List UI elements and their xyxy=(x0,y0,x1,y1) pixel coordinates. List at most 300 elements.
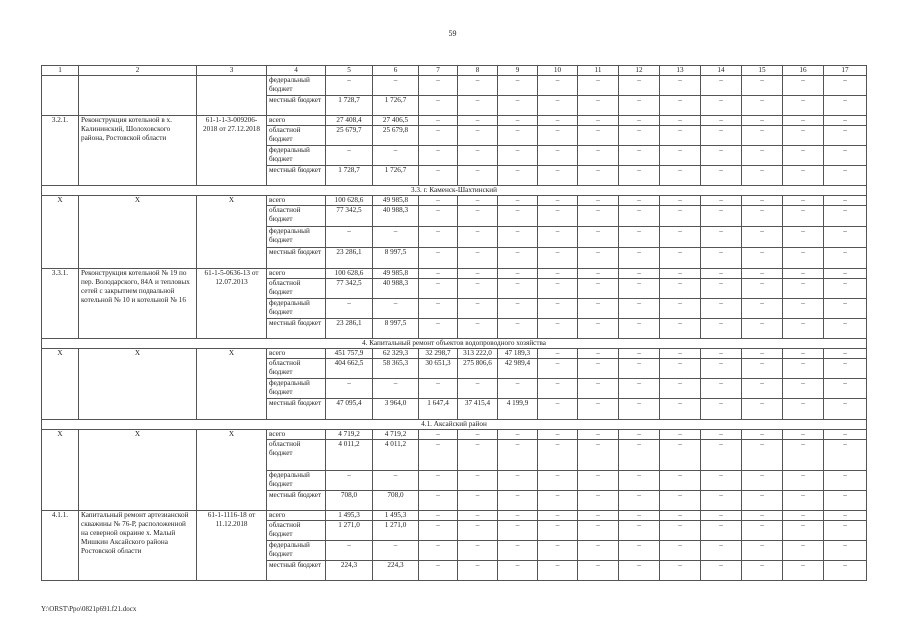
header-col: 1 xyxy=(42,66,79,76)
value-cell: 25 679,8 xyxy=(373,126,419,146)
fund-source: федеральный бюджет xyxy=(267,227,326,248)
dash-cell: – xyxy=(498,299,538,319)
value-cell: 1 726,7 xyxy=(373,166,419,186)
dash-cell: – xyxy=(660,521,701,541)
dash-cell: – xyxy=(824,206,867,227)
dash-cell: – xyxy=(538,146,578,166)
dash-cell: – xyxy=(619,471,660,491)
dash-cell: – xyxy=(660,430,701,440)
dash-cell: – xyxy=(498,491,538,511)
dash-cell: – xyxy=(783,299,824,319)
dash-cell: – xyxy=(660,399,701,420)
dash-cell: – xyxy=(419,319,458,339)
dash-cell: – xyxy=(419,299,458,319)
dash-cell: – xyxy=(783,319,824,339)
dash-cell: – xyxy=(783,227,824,248)
value-cell: 32 298,7 xyxy=(419,349,458,359)
page-number: 59 xyxy=(448,29,457,38)
dash-cell: – xyxy=(824,166,867,186)
dash-cell: – xyxy=(373,227,419,248)
table-row xyxy=(42,269,867,279)
dash-cell: – xyxy=(660,269,701,279)
fund-source: областной бюджет xyxy=(267,521,326,541)
dash-cell: – xyxy=(373,471,419,491)
fund-source: всего xyxy=(267,349,326,359)
dash-cell: – xyxy=(701,440,742,471)
header-col: 4 xyxy=(267,66,326,76)
dash-cell: – xyxy=(701,227,742,248)
dash-cell: – xyxy=(660,96,701,116)
fund-source: областной бюджет xyxy=(267,279,326,299)
dash-cell: – xyxy=(538,96,578,116)
dash-cell: – xyxy=(538,166,578,186)
header-col: 12 xyxy=(619,66,660,76)
dash-cell: – xyxy=(824,430,867,440)
header-col: 7 xyxy=(419,66,458,76)
dash-cell: – xyxy=(701,116,742,126)
value-cell: 224,3 xyxy=(373,561,419,581)
item-code: 61-1-1116-18 от 11.12.2018 xyxy=(197,511,267,581)
dash-cell: – xyxy=(538,126,578,146)
dash-cell: – xyxy=(498,521,538,541)
dash-cell: – xyxy=(742,96,783,116)
dash-cell: – xyxy=(419,279,458,299)
dash-cell: – xyxy=(578,206,619,227)
dash-cell: – xyxy=(373,76,419,96)
dash-cell: – xyxy=(701,379,742,399)
section-row xyxy=(42,420,867,430)
value-cell: 47 095,4 xyxy=(326,399,373,420)
item-index: 3.2.1. xyxy=(42,116,79,186)
dash-cell: – xyxy=(783,440,824,471)
dash-cell: – xyxy=(783,279,824,299)
dash-cell: – xyxy=(742,196,783,206)
dash-cell: – xyxy=(619,349,660,359)
dash-cell: – xyxy=(742,349,783,359)
table-row xyxy=(42,511,867,521)
dash-cell: – xyxy=(458,206,498,227)
fund-source: местный бюджет xyxy=(267,491,326,511)
dash-cell: – xyxy=(498,561,538,581)
item-code: 61-1-1-3-009206-2018 от 27.12.2018 xyxy=(197,116,267,186)
dash-cell: – xyxy=(824,491,867,511)
value-cell: 1 647,4 xyxy=(419,399,458,420)
item-name: Реконструкция котельной № 19 по пер. Володарского, 84А и тепловых сетей с закрытием подвальной котельной № 10 и котельной № 16 xyxy=(79,269,197,339)
value-cell: 27 406,5 xyxy=(373,116,419,126)
dash-cell: – xyxy=(701,279,742,299)
dash-cell: – xyxy=(458,166,498,186)
dash-cell: – xyxy=(498,471,538,491)
dash-cell: – xyxy=(619,248,660,269)
table-row xyxy=(42,196,867,206)
dash-cell: – xyxy=(578,96,619,116)
file-path: Y:\ORST\Ppo\0821p691.f21.docx xyxy=(41,605,137,613)
dash-cell: – xyxy=(742,440,783,471)
dash-cell: – xyxy=(660,248,701,269)
dash-cell: – xyxy=(458,511,498,521)
fund-source: областной бюджет xyxy=(267,359,326,379)
dash-cell: – xyxy=(538,349,578,359)
dash-cell: – xyxy=(578,227,619,248)
dash-cell: – xyxy=(538,521,578,541)
dash-cell: – xyxy=(742,319,783,339)
dash-cell: – xyxy=(701,146,742,166)
budget-table xyxy=(41,65,867,581)
dash-cell: – xyxy=(326,471,373,491)
dash-cell: – xyxy=(578,440,619,471)
dash-cell: – xyxy=(783,206,824,227)
dash-cell: – xyxy=(326,541,373,561)
dash-cell: – xyxy=(619,541,660,561)
dash-cell: – xyxy=(326,299,373,319)
item-index: 3.3.1. xyxy=(42,269,79,339)
dash-cell: – xyxy=(419,541,458,561)
dash-cell: – xyxy=(824,379,867,399)
dash-cell: – xyxy=(783,379,824,399)
dash-cell: – xyxy=(419,521,458,541)
section-row xyxy=(42,339,867,349)
dash-cell: – xyxy=(660,319,701,339)
dash-cell: – xyxy=(824,196,867,206)
dash-cell: – xyxy=(458,471,498,491)
dash-cell: – xyxy=(660,116,701,126)
dash-cell: – xyxy=(458,430,498,440)
dash-cell: – xyxy=(742,279,783,299)
dash-cell: – xyxy=(373,541,419,561)
dash-cell: – xyxy=(660,511,701,521)
dash-cell: – xyxy=(824,541,867,561)
value-cell: 100 628,6 xyxy=(326,269,373,279)
fund-source: местный бюджет xyxy=(267,96,326,116)
dash-cell: – xyxy=(742,206,783,227)
dash-cell: – xyxy=(498,206,538,227)
dash-cell: – xyxy=(419,206,458,227)
x-mark: Х xyxy=(197,196,267,269)
dash-cell: – xyxy=(660,440,701,471)
x-mark: Х xyxy=(42,196,79,269)
dash-cell: – xyxy=(578,299,619,319)
dash-cell: – xyxy=(783,146,824,166)
item-name: Реконструкция котельной в х. Калининский, Шолоховского района, Ростовской области xyxy=(79,116,197,186)
x-mark: Х xyxy=(197,349,267,420)
dash-cell: – xyxy=(742,491,783,511)
dash-cell: – xyxy=(619,227,660,248)
value-cell: 4 199,9 xyxy=(498,399,538,420)
dash-cell: – xyxy=(742,379,783,399)
dash-cell: – xyxy=(660,561,701,581)
dash-cell: – xyxy=(742,248,783,269)
header-row xyxy=(42,66,867,76)
value-cell: 23 286,1 xyxy=(326,319,373,339)
dash-cell: – xyxy=(701,319,742,339)
value-cell: 4 719,2 xyxy=(326,430,373,440)
dash-cell: – xyxy=(660,166,701,186)
dash-cell: – xyxy=(783,349,824,359)
dash-cell: – xyxy=(538,430,578,440)
value-cell: 1 728,7 xyxy=(326,166,373,186)
dash-cell: – xyxy=(783,399,824,420)
dash-cell: – xyxy=(660,206,701,227)
dash-cell: – xyxy=(619,511,660,521)
value-cell: 77 342,5 xyxy=(326,206,373,227)
value-cell: 58 365,3 xyxy=(373,359,419,379)
dash-cell: – xyxy=(538,491,578,511)
dash-cell: – xyxy=(498,227,538,248)
dash-cell: – xyxy=(783,430,824,440)
value-cell: 100 628,6 xyxy=(326,196,373,206)
dash-cell: – xyxy=(783,561,824,581)
dash-cell: – xyxy=(783,491,824,511)
dash-cell: – xyxy=(742,561,783,581)
dash-cell: – xyxy=(458,379,498,399)
dash-cell: – xyxy=(701,96,742,116)
dash-cell: – xyxy=(498,269,538,279)
dash-cell: – xyxy=(578,491,619,511)
fund-source: всего xyxy=(267,116,326,126)
dash-cell: – xyxy=(824,269,867,279)
dash-cell: – xyxy=(458,279,498,299)
dash-cell: – xyxy=(419,561,458,581)
dash-cell: – xyxy=(742,399,783,420)
fund-source: местный бюджет xyxy=(267,166,326,186)
dash-cell: – xyxy=(701,430,742,440)
dash-cell: – xyxy=(498,541,538,561)
dash-cell: – xyxy=(619,166,660,186)
dash-cell: – xyxy=(742,299,783,319)
dash-cell: – xyxy=(701,299,742,319)
value-cell: 49 985,8 xyxy=(373,196,419,206)
dash-cell: – xyxy=(742,541,783,561)
dash-cell: – xyxy=(498,430,538,440)
value-cell: 451 757,9 xyxy=(326,349,373,359)
dash-cell: – xyxy=(824,299,867,319)
dash-cell: – xyxy=(619,126,660,146)
dash-cell: – xyxy=(578,430,619,440)
value-cell: 224,3 xyxy=(326,561,373,581)
dash-cell: – xyxy=(458,196,498,206)
dash-cell: – xyxy=(619,76,660,96)
dash-cell: – xyxy=(783,166,824,186)
dash-cell: – xyxy=(783,116,824,126)
dash-cell: – xyxy=(538,511,578,521)
header-col: 10 xyxy=(538,66,578,76)
value-cell: 404 662,5 xyxy=(326,359,373,379)
value-cell: 313 222,0 xyxy=(458,349,498,359)
dash-cell: – xyxy=(783,248,824,269)
dash-cell: – xyxy=(660,471,701,491)
item-name: Капитальный ремонт артезианской скважины № 76-Р, расположенной на северной окраине х. Малый Мишкин Аксайского района Ростовской области xyxy=(79,511,197,581)
dash-cell: – xyxy=(458,491,498,511)
dash-cell: – xyxy=(578,76,619,96)
dash-cell: – xyxy=(824,561,867,581)
fund-source: всего xyxy=(267,430,326,440)
fund-source: федеральный бюджет xyxy=(267,379,326,399)
header-col: 3 xyxy=(197,66,267,76)
header-col: 5 xyxy=(326,66,373,76)
section-title: 4.1. Аксайский район xyxy=(42,420,867,430)
value-cell: 49 985,8 xyxy=(373,269,419,279)
dash-cell: – xyxy=(742,511,783,521)
value-cell: 8 997,5 xyxy=(373,248,419,269)
dash-cell: – xyxy=(742,227,783,248)
dash-cell: – xyxy=(824,521,867,541)
dash-cell: – xyxy=(701,541,742,561)
dash-cell: – xyxy=(458,248,498,269)
dash-cell: – xyxy=(419,471,458,491)
dash-cell: – xyxy=(419,269,458,279)
dash-cell: – xyxy=(619,561,660,581)
dash-cell: – xyxy=(742,269,783,279)
dash-cell: – xyxy=(458,521,498,541)
dash-cell: – xyxy=(701,349,742,359)
dash-cell: – xyxy=(742,116,783,126)
dash-cell: – xyxy=(742,76,783,96)
dash-cell: – xyxy=(660,359,701,379)
blank-cell xyxy=(42,76,79,116)
dash-cell: – xyxy=(578,541,619,561)
dash-cell: – xyxy=(824,116,867,126)
dash-cell: – xyxy=(578,319,619,339)
dash-cell: – xyxy=(538,206,578,227)
value-cell: 1 495,3 xyxy=(326,511,373,521)
dash-cell: – xyxy=(701,359,742,379)
dash-cell: – xyxy=(701,521,742,541)
dash-cell: – xyxy=(578,471,619,491)
section-row xyxy=(42,186,867,196)
dash-cell: – xyxy=(578,521,619,541)
section-title: 3.3. г. Каменск-Шахтинский xyxy=(42,186,867,196)
fund-source: областной бюджет xyxy=(267,440,326,471)
value-cell: 1 495,3 xyxy=(373,511,419,521)
dash-cell: – xyxy=(373,146,419,166)
value-cell: 37 415,4 xyxy=(458,399,498,420)
dash-cell: – xyxy=(619,116,660,126)
header-col: 9 xyxy=(498,66,538,76)
dash-cell: – xyxy=(701,126,742,146)
value-cell: 1 728,7 xyxy=(326,96,373,116)
dash-cell: – xyxy=(419,126,458,146)
value-cell: 47 189,3 xyxy=(498,349,538,359)
dash-cell: – xyxy=(326,227,373,248)
dash-cell: – xyxy=(701,248,742,269)
dash-cell: – xyxy=(578,359,619,379)
fund-source: всего xyxy=(267,269,326,279)
value-cell: 42 989,4 xyxy=(498,359,538,379)
dash-cell: – xyxy=(619,146,660,166)
dash-cell: – xyxy=(824,511,867,521)
item-code: 61-1-5-0636-13 от 12.07.2013 xyxy=(197,269,267,339)
dash-cell: – xyxy=(458,561,498,581)
dash-cell: – xyxy=(660,126,701,146)
dash-cell: – xyxy=(578,379,619,399)
dash-cell: – xyxy=(326,146,373,166)
dash-cell: – xyxy=(419,379,458,399)
value-cell: 62 329,3 xyxy=(373,349,419,359)
dash-cell: – xyxy=(419,511,458,521)
fund-source: всего xyxy=(267,196,326,206)
dash-cell: – xyxy=(326,379,373,399)
dash-cell: – xyxy=(701,206,742,227)
dash-cell: – xyxy=(498,126,538,146)
dash-cell: – xyxy=(578,116,619,126)
dash-cell: – xyxy=(578,349,619,359)
dash-cell: – xyxy=(824,471,867,491)
dash-cell: – xyxy=(660,227,701,248)
value-cell: 1 271,0 xyxy=(373,521,419,541)
dash-cell: – xyxy=(701,491,742,511)
value-cell: 708,0 xyxy=(326,491,373,511)
x-mark: Х xyxy=(42,430,79,511)
dash-cell: – xyxy=(619,430,660,440)
dash-cell: – xyxy=(578,511,619,521)
dash-cell: – xyxy=(824,399,867,420)
dash-cell: – xyxy=(660,541,701,561)
table-row xyxy=(42,116,867,126)
dash-cell: – xyxy=(701,196,742,206)
dash-cell: – xyxy=(419,96,458,116)
dash-cell: – xyxy=(458,227,498,248)
dash-cell: – xyxy=(538,379,578,399)
dash-cell: – xyxy=(824,440,867,471)
dash-cell: – xyxy=(619,269,660,279)
dash-cell: – xyxy=(824,126,867,146)
dash-cell: – xyxy=(419,166,458,186)
dash-cell: – xyxy=(742,471,783,491)
dash-cell: – xyxy=(498,166,538,186)
section-title: 4. Капитальный ремонт объектов водопроводного хозяйства xyxy=(42,339,867,349)
dash-cell: – xyxy=(783,126,824,146)
dash-cell: – xyxy=(419,430,458,440)
dash-cell: – xyxy=(783,76,824,96)
dash-cell: – xyxy=(578,279,619,299)
dash-cell: – xyxy=(538,227,578,248)
dash-cell: – xyxy=(783,521,824,541)
header-col: 6 xyxy=(373,66,419,76)
dash-cell: – xyxy=(742,430,783,440)
dash-cell: – xyxy=(783,269,824,279)
dash-cell: – xyxy=(619,96,660,116)
value-cell: 23 286,1 xyxy=(326,248,373,269)
x-mark: Х xyxy=(79,349,197,420)
dash-cell: – xyxy=(498,116,538,126)
header-col: 2 xyxy=(79,66,197,76)
dash-cell: – xyxy=(458,96,498,116)
dash-cell: – xyxy=(538,248,578,269)
dash-cell: – xyxy=(578,561,619,581)
dash-cell: – xyxy=(701,399,742,420)
dash-cell: – xyxy=(419,491,458,511)
value-cell: 40 988,3 xyxy=(373,279,419,299)
blank-cell xyxy=(197,76,267,116)
header-col: 17 xyxy=(824,66,867,76)
table-row xyxy=(42,76,867,96)
dash-cell: – xyxy=(458,146,498,166)
dash-cell: – xyxy=(824,319,867,339)
dash-cell: – xyxy=(419,196,458,206)
dash-cell: – xyxy=(742,359,783,379)
dash-cell: – xyxy=(458,541,498,561)
dash-cell: – xyxy=(538,269,578,279)
dash-cell: – xyxy=(538,196,578,206)
dash-cell: – xyxy=(578,269,619,279)
dash-cell: – xyxy=(619,359,660,379)
dash-cell: – xyxy=(326,76,373,96)
dash-cell: – xyxy=(619,521,660,541)
fund-source: местный бюджет xyxy=(267,248,326,269)
dash-cell: – xyxy=(498,96,538,116)
dash-cell: – xyxy=(660,279,701,299)
dash-cell: – xyxy=(538,440,578,471)
